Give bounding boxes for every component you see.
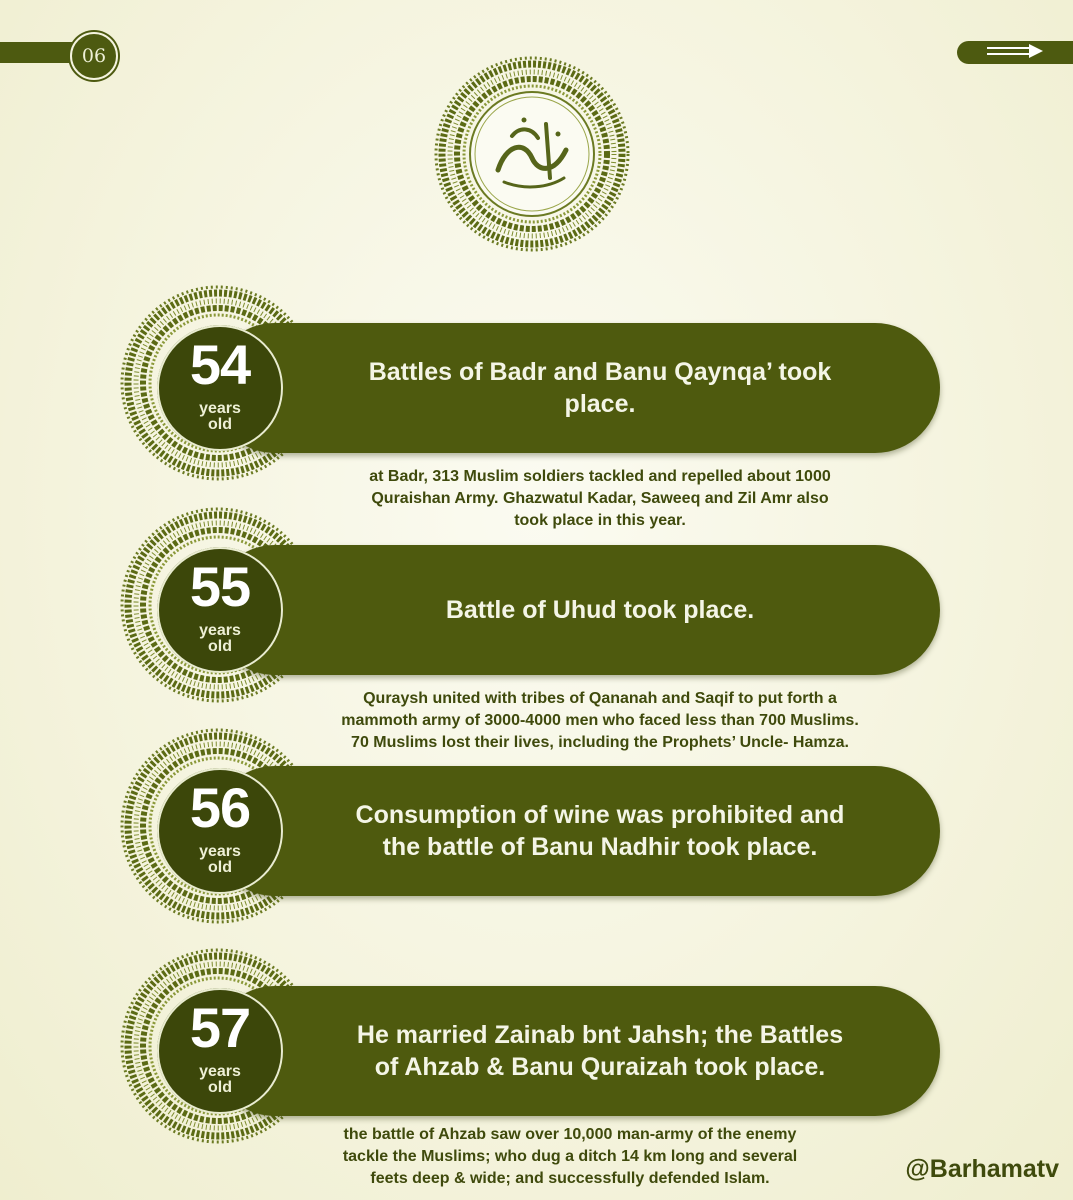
age-number: 55 [189,555,251,618]
event-detail: at Badr, 313 Muslim soldiers tackled and repelled about 1000 Quraishan Army. Ghazwatul Kadar, Saweeq and Zil Amr also took place in this year. [369,468,831,529]
event-detail: the battle of Ahzab saw over 10,000 man-army of the enemy tackle the Muslims; who dug a ditch 14 km long and several feets deep & wide; and successfully defended Islam. [342,1126,798,1187]
page-number-badge: 06 [70,32,118,80]
age-unit: years old [199,622,241,655]
calligraphy-emblem-icon [428,50,636,258]
event-detail: Quraysh united with tribes of Qananah and Saqif to put forth a mammoth army of 3000-4000 men who faced less than 700 Muslims. 70 Muslims lost their lives, including the Prophets’ Uncle- Hamza. [341,690,859,751]
age-number: 57 [189,996,251,1059]
age-unit: years old [199,843,241,876]
age-badge [150,545,288,675]
age-number: 54 [189,333,251,396]
next-page-button[interactable] [957,41,1073,64]
age-unit: years old [199,400,241,433]
event-headline: Consumption of wine was prohibited and the battle of Banu Nadhir took place. [355,801,845,861]
event-headline: He married Zainab bnt Jahsh; the Battles of Ahzab & Banu Quraizah took place. [356,1021,844,1081]
age-unit: years old [199,1063,241,1096]
arrow-right-icon [985,43,1045,63]
age-badge [150,986,288,1116]
social-handle: @Barhamatv [905,1155,1059,1183]
event-headline: Battles of Badr and Banu Qaynqa’ took place. [368,358,832,418]
age-badge [150,323,288,453]
event-headline: Battle of Uhud took place. [445,596,755,624]
age-number: 56 [189,776,251,839]
age-badge [150,766,288,896]
